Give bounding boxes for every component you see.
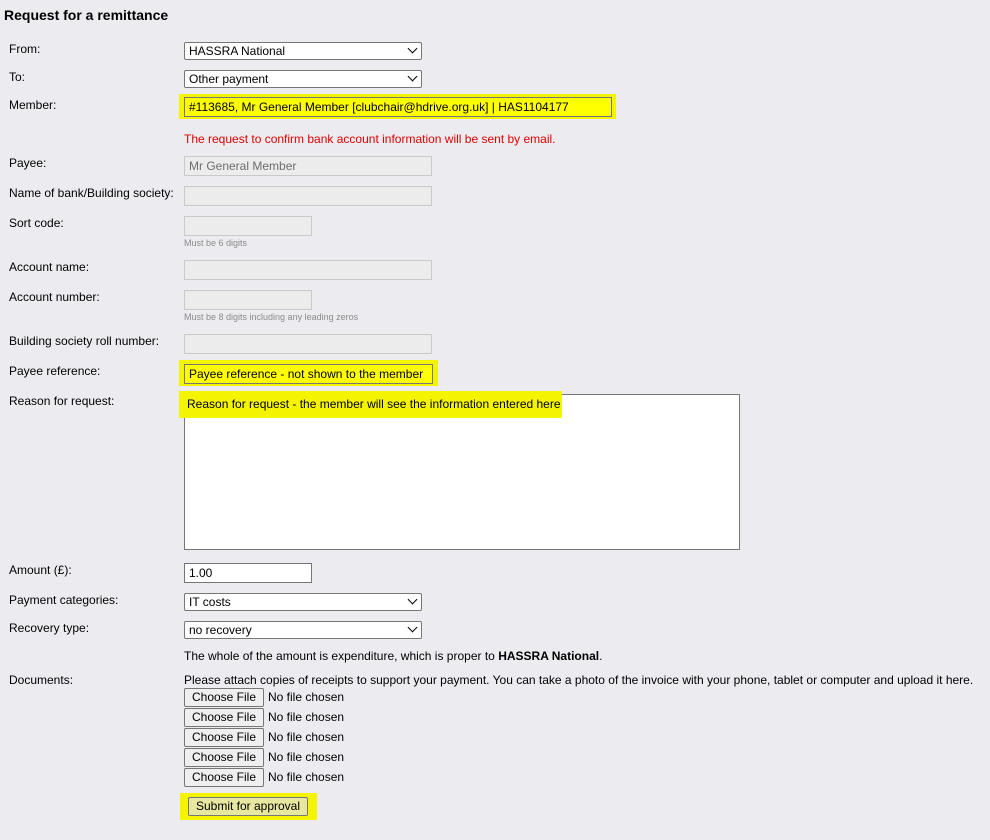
documents-label: Documents: <box>9 673 74 687</box>
file-status: No file chosen <box>268 710 345 724</box>
to-select-value: Other payment <box>189 72 269 86</box>
documents-instructions: Please attach copies of receipts to support your payment. You can take a photo of the invoice with your phone, tablet or computer and upload it here. <box>184 673 974 687</box>
chevron-down-icon <box>408 44 418 54</box>
account-number-label: Account number: <box>9 290 100 304</box>
bank-name-label: Name of bank/Building society: <box>9 186 174 200</box>
expenditure-note <box>184 649 602 663</box>
recovery-type-select[interactable] <box>184 621 422 639</box>
file-status: No file chosen <box>268 770 345 784</box>
payment-categories-value: IT costs <box>189 595 231 609</box>
choose-file-button[interactable]: Choose File <box>184 688 264 707</box>
roll-number-label: Building society roll number: <box>9 334 160 348</box>
member-input[interactable] <box>184 97 612 117</box>
payment-categories-label: Payment categories: <box>9 593 119 607</box>
member-input-value: #113685, Mr General Member [clubchair@hdrive.org.uk] | HAS1104177 <box>189 100 569 114</box>
payee-reference-input[interactable] <box>184 364 433 384</box>
from-select[interactable] <box>184 42 422 60</box>
payee-reference-placeholder: Payee reference - not shown to the member <box>189 367 424 381</box>
payee-input-value: Mr General Member <box>189 159 297 173</box>
account-number-hint: Must be 8 digits including any leading zeros <box>184 312 359 322</box>
choose-file-button[interactable]: Choose File <box>184 768 264 787</box>
bank-name-input[interactable] <box>184 186 432 206</box>
from-select-value: HASSRA National <box>189 44 286 58</box>
chevron-down-icon <box>408 595 418 605</box>
to-label: To: <box>9 70 26 84</box>
payee-label: Payee: <box>9 156 47 170</box>
file-status: No file chosen <box>268 730 345 744</box>
page-title: Request for a remittance <box>4 7 169 23</box>
expenditure-prefix: The whole of the amount is expenditure, which is proper to <box>184 649 499 663</box>
to-select[interactable] <box>184 70 422 88</box>
choose-file-button[interactable]: Choose File <box>184 748 264 767</box>
payee-input[interactable] <box>184 156 432 176</box>
expenditure-suffix: . <box>599 649 603 663</box>
amount-input-value: 1.00 <box>189 566 213 580</box>
recovery-type-value: no recovery <box>189 623 252 637</box>
recovery-type-label: Recovery type: <box>9 621 90 635</box>
account-number-input[interactable] <box>184 290 312 310</box>
account-name-input[interactable] <box>184 260 432 280</box>
account-name-label: Account name: <box>9 260 90 274</box>
from-label: From: <box>9 42 41 56</box>
member-label: Member: <box>9 98 57 112</box>
bank-confirm-note: The request to confirm bank account information will be sent by email. <box>184 132 556 146</box>
payee-reference-label: Payee reference: <box>9 364 101 378</box>
choose-file-button[interactable]: Choose File <box>184 708 264 727</box>
choose-file-button[interactable]: Choose File <box>184 728 264 747</box>
reason-placeholder: Reason for request - the member will see the information entered here <box>187 397 561 411</box>
file-status: No file chosen <box>268 750 345 764</box>
amount-label: Amount (£): <box>9 563 72 577</box>
sort-code-label: Sort code: <box>9 216 64 230</box>
expenditure-entity: HASSRA National <box>498 649 600 663</box>
amount-input[interactable] <box>184 563 312 583</box>
file-status: No file chosen <box>268 690 345 704</box>
sort-code-input[interactable] <box>184 216 312 236</box>
reason-label: Reason for request: <box>9 394 115 408</box>
chevron-down-icon <box>408 72 418 82</box>
payment-categories-select[interactable] <box>184 593 422 611</box>
chevron-down-icon <box>408 623 418 633</box>
roll-number-input[interactable] <box>184 334 432 354</box>
sort-code-hint: Must be 6 digits <box>184 238 248 248</box>
submit-for-approval-button[interactable]: Submit for approval <box>188 797 308 816</box>
